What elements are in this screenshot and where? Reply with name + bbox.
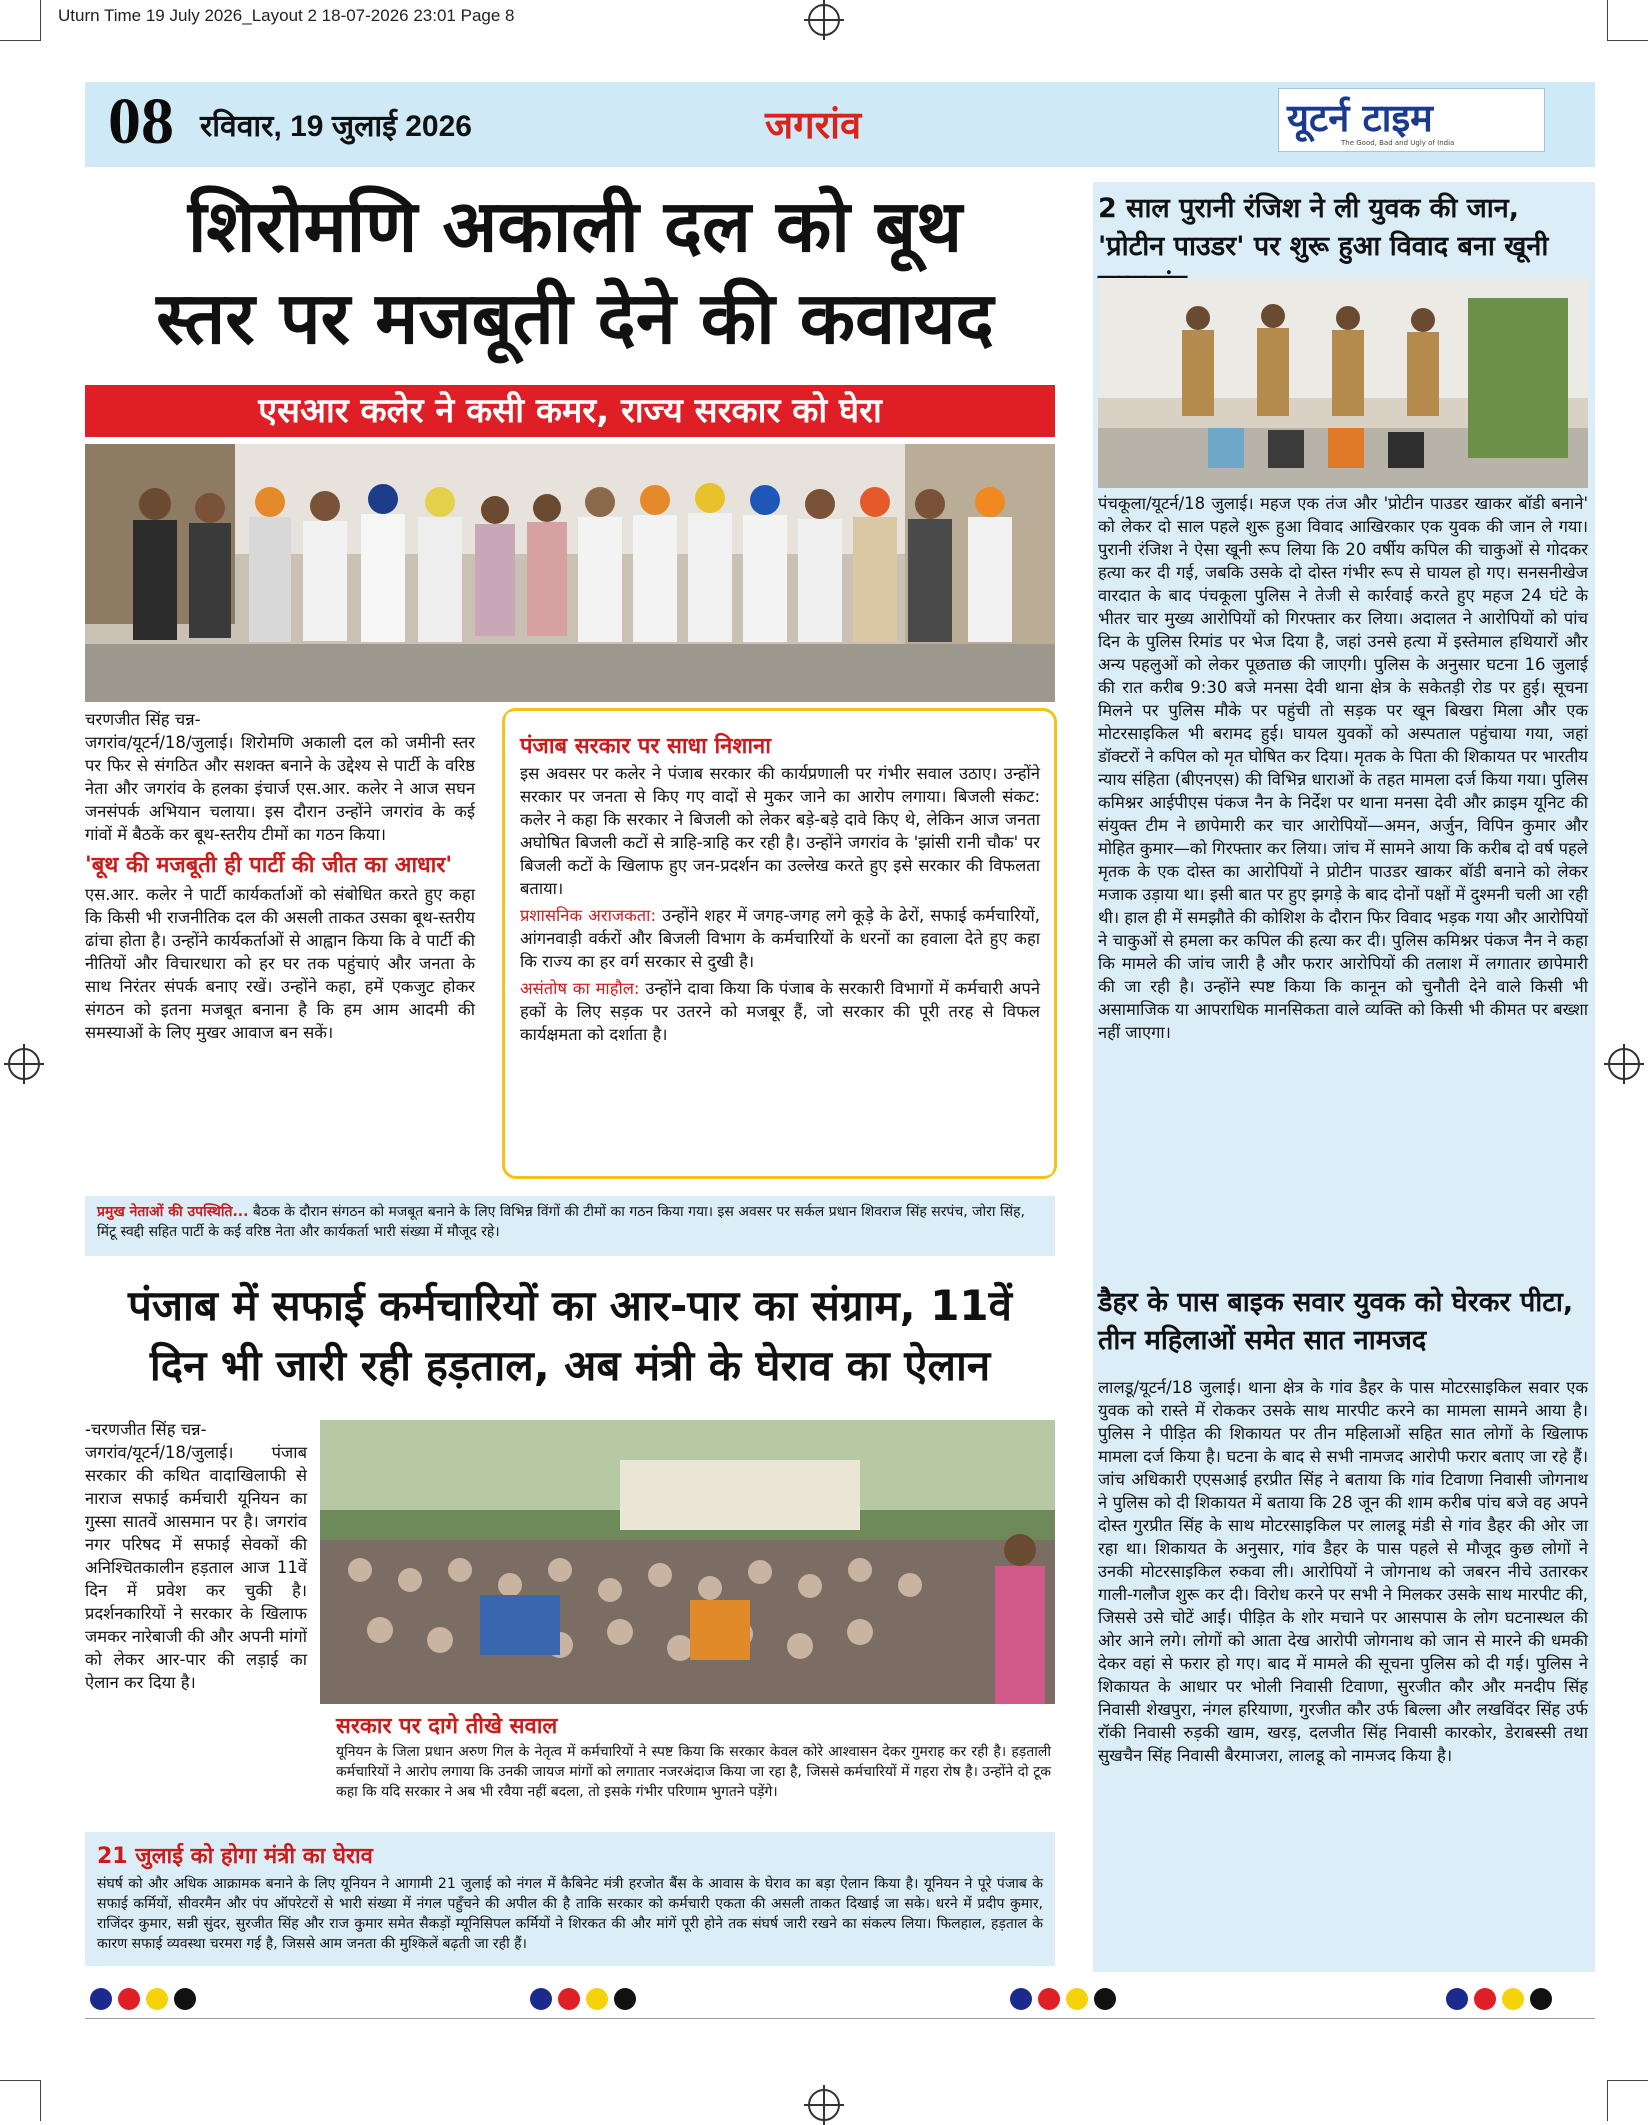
logo-tagline: The Good, Bad and Ugly of India	[1341, 139, 1455, 147]
lead-box-paragraph-2	[520, 904, 1040, 973]
lead-box-text-3: उन्होंने दावा किया कि पंजाब के सरकारी विभागों में कर्मचारी अपने हकों के लिए सड़क पर उतरने को मजबूर हैं, जो सरकार की पूरी तरह से विफल कार्यक्षमता को दर्शाता है।	[520, 979, 1040, 1044]
registration-mark-top	[808, 4, 840, 36]
lead-box-label-3: असंतोष का माहौल:	[520, 979, 640, 998]
second-byline: -चरणजीत सिंह चन्न-	[85, 1420, 207, 1439]
right2-body: लालडू/यूटर्न/18 जुलाई। थाना क्षेत्र के गांव डैहर के पास मोटरसाइकिल सवार एक युवक को रास्ते में रोककर उसके साथ मारपीट करने का मामला सामने आया है। पुलिस ने पीड़ित की शिकायत पर तीन महिलाओं सहित सात लोगों के खिलाफ मामला दर्ज किया है। घटना के बाद से सभी नामजद आरोपी फरार बताए जा रहे हैं। जांच अधिकारी एएसआई हरप्रीत सिंह ने बताया कि गांव टिवाणा निवासी जोगनाथ ने पुलिस को दी शिकायत में बताया कि 28 जून की शाम करीब पांच बजे वह अपने दोस्त गुरप्रीत सिंह के साथ मोटरसाइकिल पर लालडू मंडी से गांव डैहर की ओर जा रहा था। शिकायत के अनुसार, गांव डैहर के पास पहले से मौजूद कुछ लोगों ने उनकी मोटरसाइकिल रुकवा ली। आरोपियों ने जोगनाथ को जबरन नीचे उतारकर गाली-गलौज शुरू कर दी। विरोध करने पर सभी ने मिलकर उसके साथ मारपीट की, जिससे उसे चोटें आईं। पीड़ित के शोर मचाने पर आसपास के लोग घटनास्थल की ओर आने लगे। लोगों को आता देख आरोपी जोगनाथ को जान से मारने की धमकी देकर वहां से फरार हो गए। बाद में मामले की सूचना पुलिस को दी गई। पुलिस ने शिकायत के आधार पर भोली निवासी टिवाणा, सुरजीत कौर और मनदीप सिंह निवासी शेखपुरा, नंगल हरियाणा, गुरजीत कौर उर्फ बिल्ला और लखविंदर सिंह उर्फ रॉकी निवासी रुड़की खाम, खरड़, दलजीत सिंह निवासी कारकोर, डेराबस्सी तथा सुखचैन सिंह निवासी बैरमाजरा, लालडू को नामजद किया है।	[1098, 1378, 1588, 1765]
lead-byline: चरणजीत सिंह चन्न-	[85, 710, 201, 729]
logo-text: यूटर्न टाइम	[1287, 96, 1433, 140]
registration-mark-right	[1608, 1048, 1640, 1080]
colour-bar-3	[1010, 1988, 1116, 2012]
colour-dot	[1038, 1988, 1060, 2010]
colour-dot	[1066, 1988, 1088, 2010]
gherao-box-title: 21 जुलाई को होगा मंत्री का घेराव	[97, 1844, 373, 1869]
print-slug: Uturn Time 19 July 2026_Layout 2 18-07-2026 23:01 Page 8	[58, 6, 515, 25]
right1-photo	[1098, 278, 1588, 488]
colour-bar-2	[530, 1988, 636, 2012]
strike-photo-caption: यूनियन के जिला प्रधान अरुण गिल के नेतृत्व में कर्मचारियों ने स्पष्ट किया कि सरकार केवल कोरे आश्वासन देकर गुमराह कर रही है। हड़ताली कर्मचारियों ने आरोप लगाया कि उनकी जायज मांगों को लगातार नजरअंदाज किया जा रहा है, जिससे कर्मचारियों में गहरा रोष है। उन्होंने दो टूक कहा कि यदि सरकार ने अब भी रवैया नहीं बदला, तो इसके गंभीर परिणाम भुगतने पड़ेंगे।	[336, 1744, 1051, 1800]
right1-body: पंचकूला/यूटर्न/18 जुलाई। महज एक तंज और 'प्रोटीन पाउडर खाकर बॉडी बनाने' को लेकर दो साल पहले शुरू हुआ विवाद आखिरकार एक युवक की जान ले गया। पुरानी रंजिश ने ऐसा खूनी रूप लिया कि 20 वर्षीय कपिल की चाकुओं से गोदकर हत्या कर दी गई, जबकि उसके दो दोस्त गंभीर रूप से घायल हो गए। सनसनीखेज वारदात के बाद पंचकूला पुलिस ने तेजी से कार्रवाई करते हुए महज 24 घंटे के भीतर चार मुख्य आरोपियों को गिरफ्तार कर लिया। अदालत ने आरोपियों को पांच दिन के पुलिस रिमांड पर भेज दिया है, जहां उनसे हत्या में इस्तेमाल हथियारों और अन्य पहलुओं को लेकर पूछताछ की जाएगी। पुलिस के अनुसार घटना 16 जुलाई की रात करीब 9:30 बजे मनसा देवी थाना क्षेत्र के सकेतड़ी रोड पर हुई। सूचना मिलने पर पुलिस मौके पर पहुंची तो सड़क पर खून बिखरा मिला और एक मोटरसाइकिल भी बरामद हुई। घायल युवकों को अस्पताल पहुंचाया गया, जहां डॉक्टरों ने कपिल को मृत घोषित कर दिया। मृतक के पिता की शिकायत पर भारतीय न्याय संहिता (बीएनएस) की विभिन्न धाराओं के तहत मामला दर्ज किया गया। पुलिस कमिश्नर आईपीएस पंकज नैन के निर्देश पर थाना मनसा देवी और क्राइम यूनिट की संयुक्त टीम ने छापेमारी कर चार आरोपियों—अमन, अर्जुन, विपिन कुमार और मोहित कुमार—को गिरफ्तार कर लिया। जांच में सामने आया कि करीब दो वर्ष पहले मृतक के एक दोस्त का आरोपियों ने प्रोटीन पाउडर खाकर बॉडी बनाने को लेकर मजाक उड़ाया था। इसी बात पर हुए झगड़े के बाद दोनों पक्षों में दुश्मनी चली आ रही थी। हाल ही में समझौते की कोशिश के दौरान फिर विवाद भड़क गया और आरोपियों ने चाकुओं से हमला कर कपिल की हत्या कर दी। पुलिस कमिश्नर पंकज नैन ने कहा कि मामले की जांच जारी है और फरार आरोपियों की तलाश में लगातार छापेमारी की जा रही है। उन्होंने स्पष्ट किया कि कानून को चुनौती देने वाले किसी भी असामाजिक या आपराधिक मानसिकता वाले व्यक्ति को किसी भी कीमत पर बख्शा नहीं जाएगा।	[1098, 494, 1588, 1042]
second-left-column	[85, 1418, 307, 1694]
colour-bar-1	[90, 1988, 196, 2012]
page-number: 08	[108, 85, 174, 158]
lead-photo	[85, 444, 1055, 702]
lead-box-label-2: प्रशासनिक अराजकता:	[520, 906, 657, 925]
colour-dot	[586, 1988, 608, 2010]
lead-footer-strip	[85, 1196, 1055, 1256]
lead-footer-text: बैठक के दौरान संगठन को मजबूत बनाने के लिए विभिन्न विंगों की टीमों का गठन किया गया। इस अवसर पर सर्कल प्रधान शिवराज सिंह सरपंच, जोरा सिंह, मिंटू स्वद्दी सहित पार्टी के कई वरिष्ठ नेता और कार्यकर्ता भारी संख्या में मौजूद रहे।	[97, 1204, 1025, 1240]
colour-dot	[1502, 1988, 1524, 2010]
lead-box-paragraph-3	[520, 977, 1040, 1046]
lead-left-column	[85, 708, 475, 1044]
lead-headline-line1: शिरोमणि अकाली दल को बूथ	[187, 184, 963, 268]
second-paragraph-1: जगरांव/यूटर्न/18/जुलाई। पंजाब सरकार की कथित वादाखिलाफी से नाराज सफाई कर्मचारी यूनियन का गुस्सा सातवें आसमान पर है। जगरांव नगर परिषद में सफाई सेवकों की अनिश्चितकालीन हड़ताल आज 11वें दिन में प्रवेश कर चुकी है। प्रदर्शनकारियों ने सरकार के खिलाफ जमकर नारेबाजी की और अपनी मांगों को लेकर आर-पार की लड़ाई का ऐलान कर दिया है।	[85, 1443, 307, 1692]
crop-mark-top-right	[1607, 0, 1648, 41]
colour-dot	[1094, 1988, 1116, 2010]
page-date: रविवार, 19 जुलाई 2026	[200, 110, 472, 143]
colour-dot	[614, 1988, 636, 2010]
registration-mark-bottom	[808, 2089, 840, 2121]
colour-dot	[146, 1988, 168, 2010]
colour-dot	[90, 1988, 112, 2010]
colour-bar-4	[1446, 1988, 1552, 2012]
lead-footer-label: प्रमुख नेताओं की उपस्थिति...	[97, 1204, 249, 1220]
colour-dot	[118, 1988, 140, 2010]
colour-dot	[1474, 1988, 1496, 2010]
lead-paragraph-2: एस.आर. कलेर ने पार्टी कार्यकर्ताओं को संबोधित करते हुए कहा कि किसी भी राजनीतिक दल की असली ताकत उसका बूथ-स्तरीय ढांचा होता है। उन्होंने कार्यकर्ताओं से आह्वान किया कि वे पार्टी की नीतियों और विचारधारा को हर घर तक पहुंचाएं और जनता के साथ निरंतर संपर्क बनाए रखें। उन्होंने कहा, हमें एकजुट होकर संगठन को इतना मजबूत बनाना है कि हम आम आदमी की समस्याओं के लिए मुखर आवाज बन सकें।	[85, 885, 475, 1042]
colour-dot	[1446, 1988, 1468, 2010]
lead-subheadline: एसआर कलेर ने कसी कमर, राज्य सरकार को घेरा	[85, 385, 1055, 437]
bottom-rule	[85, 2018, 1595, 2019]
gherao-box-text: संघर्ष को और अधिक आक्रामक बनाने के लिए यूनियन ने आगामी 21 जुलाई को नंगल में कैबिनेट मंत्री हरजोत बैंस के आवास के घेराव का बड़ा ऐलान किया है। यूनियन ने पूरे पंजाब के सफाई कर्मियों, सीवरमैन और पंप ऑपरेटरों से भारी संख्या में नंगल पहुँचने की अपील की है ताकि सरकार को कर्मचारी एकता की असली ताकत दिखाई जा सके। धरने में प्रदीप कुमार, राजिंदर कुमार, सन्नी सुंदर, सुरजीत सिंह और राज कुमार समेत सैकड़ों म्यूनिसिपल कर्मियों ने शिरकत की और मांगें पूरी होने तक संघर्ष जारी रखने का संकल्प लिया। फिलहाल, हड़ताल के कारण सफाई व्यवस्था चरमरा गई है, जिससे आम जनता की मुश्किलें बढ़ती जा रही हैं।	[97, 1876, 1043, 1952]
crop-mark-top-left	[0, 0, 41, 41]
section-name: जगरांव	[765, 103, 862, 147]
lead-headline	[95, 180, 1055, 364]
right1-headline: 2 साल पुरानी रंजिश ने ली युवक की जान, 'प्रोटीन पाउडर' पर शुरू हुआ विवाद बना खूनी	[1098, 193, 1549, 262]
gherao-box	[85, 1832, 1055, 1966]
lead-box-paragraph-1: इस अवसर पर कलेर ने पंजाब सरकार की कार्यप्रणाली पर गंभीर सवाल उठाए। उन्होंने सरकार पर जनता से किए गए वादों से मुकर जाने का आरोप लगाया। बिजली संकट: कलेर ने कहा कि सरकार ने बिजली को लेकर बड़े-बड़े दावे किए थे, लेकिन आज जनता अघोषित बिजली कटों से त्राहि-त्राहि कर रही है। उन्होंने जगरांव के 'झांसी रानी चौक' पर बिजली कटों के खिलाफ हुए जन-प्रदर्शन का उल्लेख करते हुए इसे सरकार की विफलता बताया।	[520, 764, 1040, 898]
strike-photo	[320, 1420, 1055, 1704]
lead-headline-line2: स्तर पर मजबूती देने की कवायद	[156, 276, 994, 360]
newspaper-logo	[1278, 88, 1545, 152]
colour-dot	[1530, 1988, 1552, 2010]
crop-mark-bottom-left	[0, 2080, 41, 2121]
colour-dot	[530, 1988, 552, 2010]
colour-dot	[1010, 1988, 1032, 2010]
right2-headline: डैहर के पास बाइक सवार युवक को घेरकर पीटा, तीन महिलाओं समेत सात नामजद	[1098, 1287, 1574, 1356]
colour-dot	[558, 1988, 580, 2010]
crop-mark-bottom-right	[1607, 2080, 1648, 2121]
second-headline	[85, 1276, 1055, 1396]
colour-dot	[174, 1988, 196, 2010]
second-headline-line2: दिन भी जारी रही हड़ताल, अब मंत्री के घेराव का ऐलान	[149, 1341, 991, 1390]
lead-box-title: पंजाब सरकार पर साधा निशाना	[520, 734, 771, 759]
registration-mark-left	[8, 1048, 40, 1080]
second-headline-line1: पंजाब में सफाई कर्मचारियों का आर-पार का संग्राम, 11वें	[127, 1281, 1012, 1330]
lead-kicker: 'बूथ की मजबूती ही पार्टी की जीत का आधार'	[85, 853, 453, 878]
lead-side-box-content	[520, 735, 1040, 1046]
strike-photo-caption-title: सरकार पर दागे तीखे सवाल	[336, 1714, 558, 1739]
lead-paragraph-1: जगरांव/यूटर्न/18/जुलाई। शिरोमणि अकाली दल को जमीनी स्तर पर फिर से संगठित और सशक्त बनाने के उद्देश्य से पार्टी के वरिष्ठ नेता और जगरांव के हलका इंचार्ज एस.आर. कलेर ने आज सघन जनसंपर्क अभियान चलाया। इस दौरान उन्होंने जगरांव के कई गांवों में बैठकें कर बूथ-स्तरीय टीमों का गठन किया।	[85, 733, 475, 844]
lead-box-text-2: उन्होंने शहर में जगह-जगह लगे कूड़े के ढेरों, सफाई कर्मचारियों, आंगनवाड़ी वर्करों और बिजली विभाग के कर्मचारियों के धरनों का हवाला देते हुए कहा कि राज्य का हर वर्ग सरकार से दुखी है।	[520, 906, 1041, 971]
